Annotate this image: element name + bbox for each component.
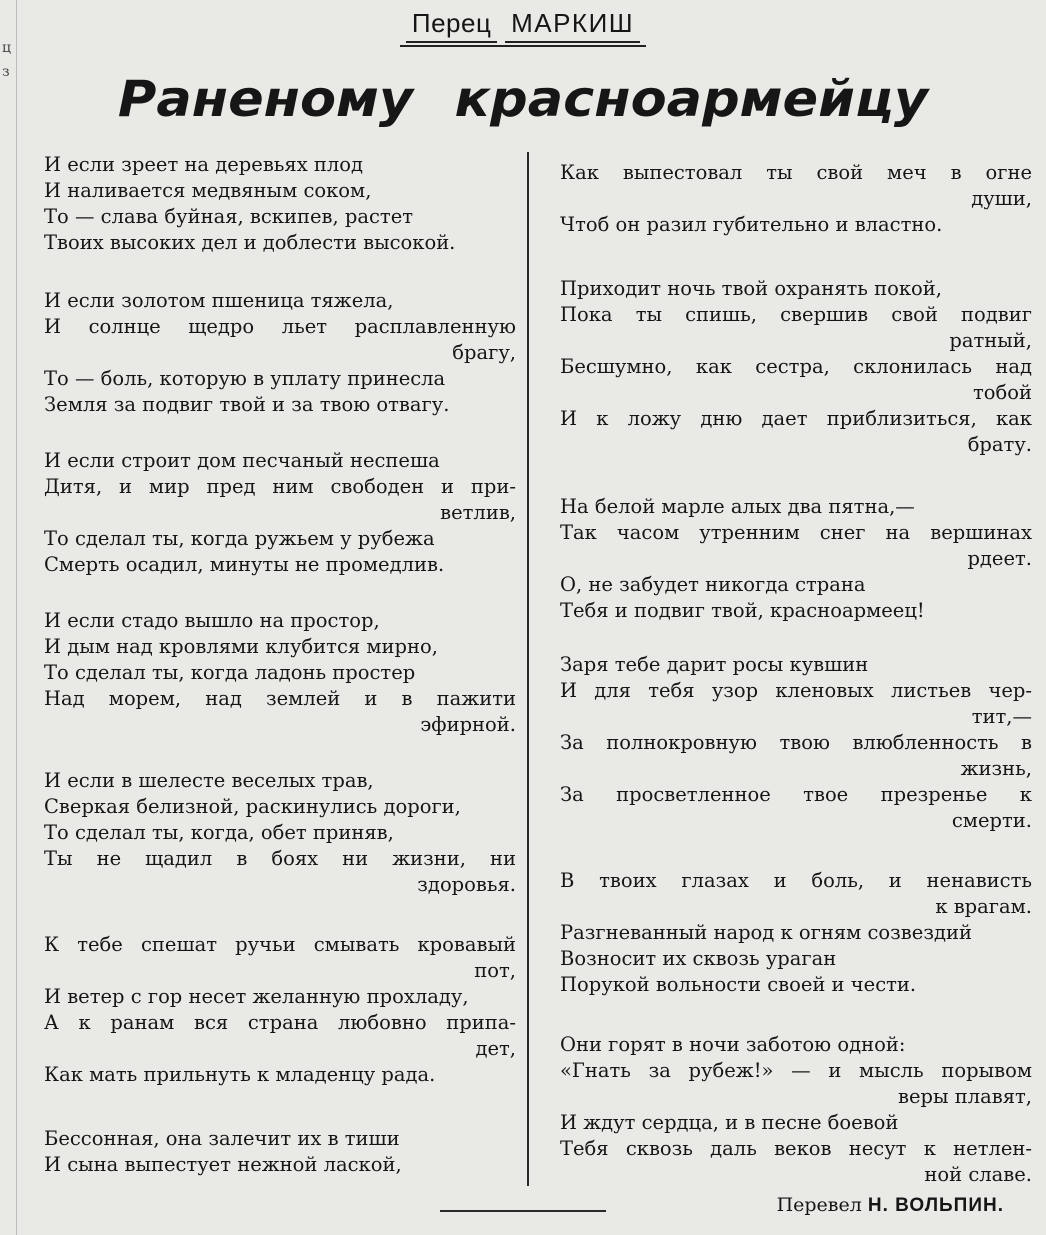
poem-line: Земля за подвиг твой и за твою отвагу.: [44, 393, 450, 416]
stanza: [44, 448, 516, 578]
poem-line: Смерть осадил, минуты не промедлив.: [44, 553, 445, 576]
stanza: [560, 1032, 1032, 1188]
poem-line: То сделал ты, когда, обет приняв,: [44, 821, 394, 844]
poem-line: К тебе спешат ручьи смывать кровавый: [44, 933, 516, 956]
poem-line: Заря тебе дарит росы кувшин: [560, 653, 869, 676]
poem-title: Раненому красноармейцу: [117, 70, 929, 128]
poem-line: Бессонная, она залечит их в тиши: [44, 1127, 400, 1150]
translator-credit: [560, 1192, 1032, 1219]
poem-line-continuation: веры плавят,: [898, 1085, 1032, 1108]
poem-line: А к ранам вся страна любовно припа-: [44, 1011, 516, 1034]
poem-line-continuation: ратный,: [949, 329, 1032, 352]
stanza: [44, 932, 516, 1088]
edge-char: з: [2, 64, 10, 80]
poem-line: Приходит ночь твой охранять покой,: [560, 277, 942, 300]
poem-line: Бесшумно, как сестра, склонилась над: [560, 355, 1032, 378]
poem-line-continuation: жизнь,: [960, 757, 1032, 780]
poem-line: И наливается медвяным соком,: [44, 179, 372, 202]
poem-line-continuation: ной славе.: [924, 1163, 1032, 1186]
stanza: [44, 152, 516, 256]
poem-line: Тебя сквозь даль веков несут к нетлен-: [560, 1137, 1032, 1160]
poem-line-continuation: тобой: [972, 381, 1032, 404]
translator-label: Перевел: [776, 1194, 862, 1216]
author-last-name: МАРКИШ: [505, 8, 640, 43]
poem-line: Твоих высоких дел и доблести высокой.: [44, 231, 456, 254]
poem-line: Ты не щадил в боях ни жизни, ни: [44, 847, 516, 870]
poem-line-continuation: тит,—: [971, 705, 1032, 728]
author-name: [400, 8, 646, 47]
stanza: [560, 652, 1032, 834]
poem-column-left: [44, 152, 516, 1178]
poem-line: Над морем, над землей и в пажити: [44, 687, 516, 710]
bottom-rule: [440, 1210, 606, 1212]
poem-line: И дым над кровлями клубится мирно,: [44, 635, 438, 658]
poem-line: О, не забудет никогда страна: [560, 573, 866, 596]
poem-line: Так часом утренним снег на вершинах: [560, 521, 1032, 544]
poem-line-continuation: ветлив,: [440, 501, 516, 524]
poem-line: Порукой вольности своей и чести.: [560, 973, 917, 996]
poem-line-continuation: смерти.: [951, 809, 1032, 832]
stanza: [44, 608, 516, 738]
poem-line: Сверкая белизной, раскинулись дороги,: [44, 795, 461, 818]
poem-line: И ветер с гор несет желанную прохладу,: [44, 985, 469, 1008]
stanza: [560, 276, 1032, 458]
poem-line: Пока ты спишь, свершив свой подвиг: [560, 303, 1032, 326]
poem-line-continuation: здоровья.: [417, 873, 516, 896]
poem-line-continuation: к врагам.: [935, 895, 1032, 918]
translator-name: Н. ВОЛЬПИН.: [867, 1195, 1004, 1216]
poem-line: То — боль, которую в уплату принесла: [44, 367, 446, 390]
poem-line-continuation: рдеет.: [967, 547, 1032, 570]
poem-line-continuation: души,: [971, 187, 1032, 210]
author-byline: [0, 8, 1046, 47]
poem-line: Как выпестовал ты свой меч в огне: [560, 161, 1032, 184]
column-divider: [527, 152, 529, 1186]
poem-line: В твоих глазах и боль, и ненависть: [560, 869, 1032, 892]
page-edge-strip: [0, 0, 17, 1235]
poem-column-right: [560, 160, 1032, 1219]
poem-line-continuation: дет,: [475, 1037, 516, 1060]
stanza: [560, 494, 1032, 624]
poem-line: Чтоб он разил губительно и властно.: [560, 213, 943, 236]
poem-line: И если в шелесте веселых трав,: [44, 769, 374, 792]
poem-line-continuation: брагу,: [452, 341, 516, 364]
poem-line: То сделал ты, когда ладонь простер: [44, 661, 416, 684]
poem-line: И к ложу дню дает приблизиться, как: [560, 407, 1032, 430]
poem-line-continuation: брату.: [967, 433, 1032, 456]
poem-line-continuation: эфирной.: [420, 713, 516, 736]
poem-line: И если строит дом песчаный неспеша: [44, 449, 440, 472]
stanza: [44, 288, 516, 418]
poem-line: Возносит их сквозь ураган: [560, 947, 837, 970]
poem-line: За просветленное твое презренье к: [560, 783, 1032, 806]
poem-line: И солнце щедро льет расплавленную: [44, 315, 516, 338]
poem-line: Как мать прильнуть к младенцу рада.: [44, 1063, 436, 1086]
poem-line: То сделал ты, когда ружьем у рубежа: [44, 527, 435, 550]
poem-line: И если зреет на деревьях плод: [44, 153, 364, 176]
poem-line: И ждут сердца, и в песне боевой: [560, 1111, 899, 1134]
stanza: [44, 1126, 516, 1178]
poem-line: «Гнать за рубеж!» — и мысль порывом: [560, 1059, 1032, 1082]
poem-line: Тебя и подвиг твой, красноармеец!: [560, 599, 925, 622]
stanza: [560, 868, 1032, 998]
poem-line: И если золотом пшеница тяжела,: [44, 289, 394, 312]
poem-line: Они горят в ночи заботою одной:: [560, 1033, 906, 1056]
poem-column-right-stanzas: [560, 160, 1032, 1188]
author-first-name: Перец: [406, 8, 497, 43]
poem-line: На белой марле алых два пятна,—: [560, 495, 915, 518]
poem-line: И для тебя узор кленовых листьев чер-: [560, 679, 1032, 702]
stanza: [560, 160, 1032, 238]
stanza: [44, 768, 516, 898]
poem-line-continuation: пот,: [474, 959, 516, 982]
poem-line: И сына выпестует нежной лаской,: [44, 1153, 402, 1176]
poem-line: Разгневанный народ к огням созвездий: [560, 921, 972, 944]
poem-line: И если стадо вышло на простор,: [44, 609, 380, 632]
poem-line: За полнокровную твою влюбленность в: [560, 731, 1032, 754]
poem-line: То — слава буйная, вскипев, растет: [44, 205, 414, 228]
poem-line: Дитя, и мир пред ним свободен и при-: [44, 475, 516, 498]
edge-char: ц: [2, 40, 12, 56]
